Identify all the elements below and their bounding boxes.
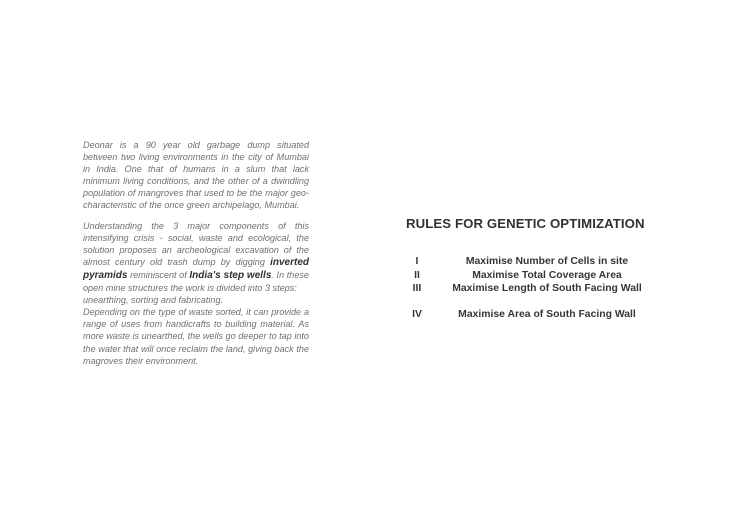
rule-numeral: II [414, 269, 420, 281]
rule-text: Maximise Length of South Facing Wall [452, 283, 642, 294]
rules-title: RULES FOR GENETIC OPTIMIZATION [406, 216, 645, 231]
description-paragraph-2-text-c: . In these open mine structures the work is divided into 3 steps: [83, 269, 309, 294]
highlight-inverted-pyramids: inverted pyramids [83, 256, 309, 281]
rule-text: Maximise Number of Cells in site [465, 256, 629, 267]
rule-item-4 [406, 309, 666, 323]
description-paragraph-2-text-b: reminiscent of [127, 269, 190, 280]
rule-text: Maximise Area of South Facing Wall [458, 308, 636, 320]
rules-panel [406, 216, 666, 322]
rule-numeral: IV [412, 308, 422, 320]
rule-numeral: III [412, 283, 422, 294]
description-paragraph-2 [83, 220, 309, 295]
description-paragraph-3: Depending on the type of waste sorted, it can provide a range of uses from handicrafts to building material. As more waste is unearthed, the wells go deeper to tap into the water that will once reclaim the land, giving back the magroves their environment. [83, 307, 309, 366]
rule-item-3 [406, 283, 666, 297]
rule-item-2 [406, 270, 666, 284]
description-paragraph-2-text-a: Understanding the 3 major components of this intensifying crisis - social, waste and ecological, the solution proposes an archeological excavation of the almost century old trash dump by digging [83, 220, 309, 267]
description-steps-line: unearthing, sorting and fabricating. [83, 295, 224, 306]
rule-item-1 [406, 256, 666, 270]
project-description [83, 139, 309, 367]
rule-numeral: I [415, 256, 419, 267]
rule-text: Maximise Total Coverage Area [472, 269, 622, 281]
description-paragraph-1: Deonar is a 90 year old garbage dump situated between two living environments in the city of Mumbai in India. One that of humans in a slum that lack minimum living conditions, and the other of a dwindling population of mangroves that used to be the major geo-characteristic of the once green archipelago, Mumbai. [83, 140, 309, 211]
highlight-step-wells: India's step wells [189, 269, 272, 281]
